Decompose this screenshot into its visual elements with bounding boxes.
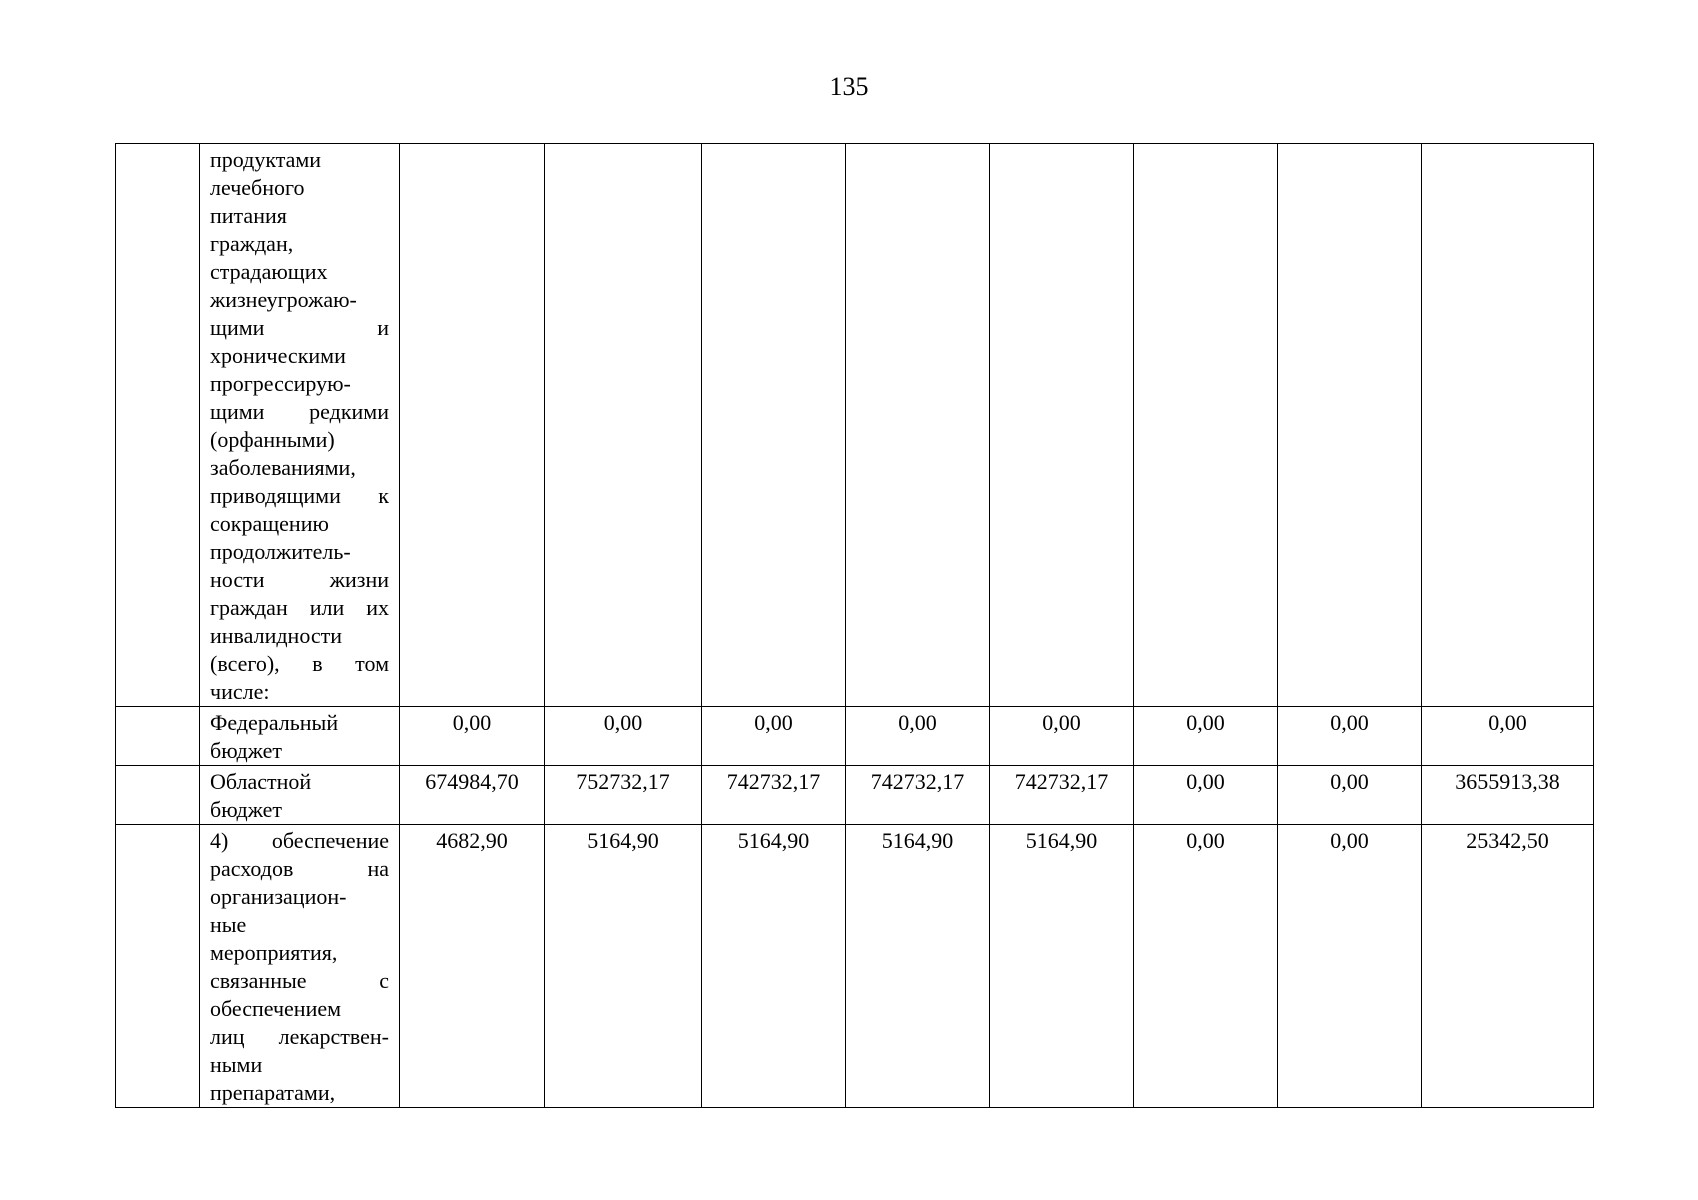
page-number: 135 [829,72,869,101]
value-cell: 742732,17 [702,766,846,825]
value-cell: 0,00 [1278,766,1422,825]
value-cell: 742732,17 [846,766,990,825]
value-cell: 5164,90 [545,825,702,1108]
description-line: мероприятия, [210,940,338,965]
description-line: продолжитель- [210,539,351,564]
value-cell [545,144,702,707]
table-row [116,707,1594,766]
description-line: хроническими [210,343,346,368]
description-line: числе: [210,679,270,704]
description-line: Областной [210,769,312,794]
value-cell: 0,00 [1422,707,1594,766]
row-number-cell [116,825,200,1108]
description-line: граждан или их [210,595,389,620]
value-cell: 25342,50 [1422,825,1594,1108]
value-cell: 0,00 [1134,707,1278,766]
value-cell: 0,00 [1134,825,1278,1108]
value-cell [1422,144,1594,707]
value-cell: 3655913,38 [1422,766,1594,825]
table-row [116,825,1594,1108]
row-number-cell [116,144,200,707]
description-line: (орфанными) [210,427,335,452]
description-line: Федеральный [210,710,339,735]
description-line: страдающих [210,259,328,284]
table-body [116,144,1594,1108]
value-cell: 0,00 [702,707,846,766]
description-line: заболеваниями, [210,455,356,480]
description-line: (всего), в том [210,651,389,676]
description-line: щими редкими [210,399,389,424]
description-line: препаратами, [210,1080,336,1105]
value-cell: 0,00 [846,707,990,766]
value-cell: 0,00 [990,707,1134,766]
description-line: связанные с [210,968,389,993]
description-cell [200,144,400,707]
row-number-cell [116,707,200,766]
description-cell [200,766,400,825]
description-cell [200,707,400,766]
description-line: расходов на [210,856,389,881]
value-cell: 4682,90 [400,825,545,1108]
description-line: жизнеугрожаю- [210,287,357,312]
description-cell [200,825,400,1108]
description-line: ными [210,1052,263,1077]
description-line: ности жизни [210,567,389,592]
description-line: лиц лекарствен- [210,1024,389,1049]
value-cell [400,144,545,707]
table-row [116,144,1594,707]
description-line: бюджет [210,738,282,763]
value-cell: 0,00 [545,707,702,766]
description-line: инвалидности [210,623,343,648]
description-line: прогрессирую- [210,371,351,396]
description-line: сокращению [210,511,329,536]
description-line: бюджет [210,797,282,822]
value-cell [990,144,1134,707]
table-row [116,766,1594,825]
value-cell: 0,00 [1134,766,1278,825]
value-cell: 742732,17 [990,766,1134,825]
description-line: обеспечением [210,996,342,1021]
description-line: граждан, [210,231,294,256]
value-cell: 752732,17 [545,766,702,825]
value-cell: 0,00 [1278,707,1422,766]
description-line: продуктами [210,147,322,172]
row-number-cell [116,766,200,825]
description-line: ные [210,912,247,937]
value-cell: 0,00 [1278,825,1422,1108]
value-cell: 0,00 [400,707,545,766]
value-cell: 5164,90 [990,825,1134,1108]
description-line: 4) обеспечение [210,828,389,853]
value-cell [1278,144,1422,707]
description-line: организацион- [210,884,347,909]
value-cell [846,144,990,707]
value-cell: 5164,90 [846,825,990,1108]
value-cell [702,144,846,707]
value-cell: 674984,70 [400,766,545,825]
description-line: щими и [210,315,389,340]
value-cell: 5164,90 [702,825,846,1108]
value-cell [1134,144,1278,707]
description-line: лечебного [210,175,305,200]
description-line: приводящими к [210,483,389,508]
budget-table [115,143,1594,1108]
description-line: питания [210,203,287,228]
